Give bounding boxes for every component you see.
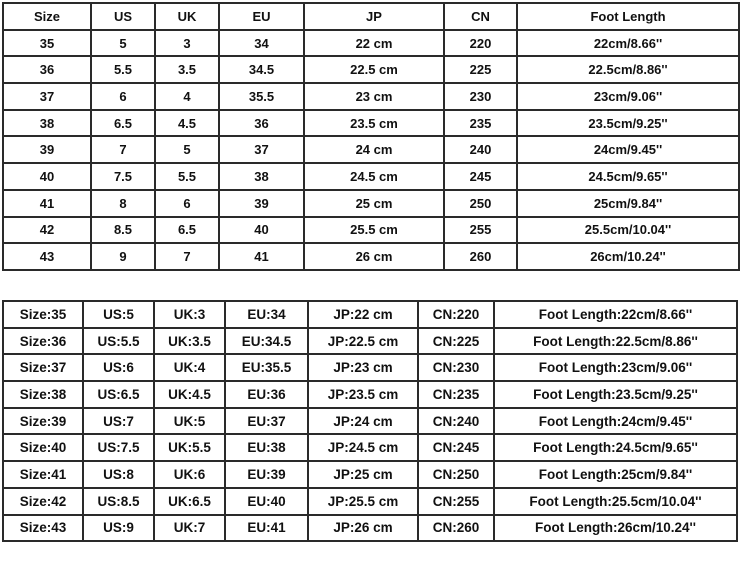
table-cell: UK:7: [154, 515, 225, 542]
table-row: [3, 190, 739, 217]
table-row: [3, 110, 739, 137]
table-row: [3, 30, 739, 57]
column-header: JP: [304, 3, 444, 30]
table-cell: 6: [91, 83, 155, 110]
table-cell: US:6: [83, 354, 154, 381]
table-cell: 37: [3, 83, 91, 110]
table-cell: Size:37: [3, 354, 83, 381]
table-cell: JP:24.5 cm: [308, 434, 418, 461]
table-row: [3, 354, 737, 381]
column-header: US: [91, 3, 155, 30]
table-cell: US:5.5: [83, 328, 154, 355]
size-chart-labeled-table: [2, 300, 738, 542]
column-header: Size: [3, 3, 91, 30]
table-cell: 34: [219, 30, 304, 57]
table-cell: 24.5 cm: [304, 163, 444, 190]
table-cell: CN:260: [418, 515, 494, 542]
table-cell: 4.5: [155, 110, 219, 137]
table-cell: Foot Length:25cm/9.84'': [494, 461, 737, 488]
table-row: [3, 328, 737, 355]
table-cell: UK:4: [154, 354, 225, 381]
table-cell: 240: [444, 136, 517, 163]
table-cell: 23.5cm/9.25'': [517, 110, 739, 137]
table-cell: 36: [3, 56, 91, 83]
table-cell: Size:42: [3, 488, 83, 515]
table-row: [3, 461, 737, 488]
table-cell: 40: [219, 217, 304, 244]
table-cell: CN:230: [418, 354, 494, 381]
table-cell: Foot Length:22cm/8.66'': [494, 301, 737, 328]
table-cell: 225: [444, 56, 517, 83]
table-row: [3, 243, 739, 270]
table-cell: UK:3.5: [154, 328, 225, 355]
table-cell: 26cm/10.24'': [517, 243, 739, 270]
table-cell: UK:3: [154, 301, 225, 328]
table-cell: US:5: [83, 301, 154, 328]
table-cell: EU:38: [225, 434, 308, 461]
table-cell: 7: [155, 243, 219, 270]
table-row: [3, 434, 737, 461]
table-cell: 230: [444, 83, 517, 110]
table-cell: 25 cm: [304, 190, 444, 217]
table-cell: JP:23.5 cm: [308, 381, 418, 408]
table-cell: CN:240: [418, 408, 494, 435]
table-cell: Foot Length:24cm/9.45'': [494, 408, 737, 435]
table-cell: 6: [155, 190, 219, 217]
table-cell: JP:22.5 cm: [308, 328, 418, 355]
table-cell: 23 cm: [304, 83, 444, 110]
column-header: UK: [155, 3, 219, 30]
table-row: [3, 488, 737, 515]
table-cell: 35.5: [219, 83, 304, 110]
table-cell: CN:245: [418, 434, 494, 461]
table-cell: 38: [3, 110, 91, 137]
table-cell: 235: [444, 110, 517, 137]
table-cell: 38: [219, 163, 304, 190]
table-cell: 250: [444, 190, 517, 217]
table-cell: 37: [219, 136, 304, 163]
table-row: [3, 56, 739, 83]
table-cell: 22.5 cm: [304, 56, 444, 83]
table-cell: Size:43: [3, 515, 83, 542]
table-cell: 24cm/9.45'': [517, 136, 739, 163]
table-cell: 7.5: [91, 163, 155, 190]
table-cell: UK:4.5: [154, 381, 225, 408]
table-cell: Size:35: [3, 301, 83, 328]
table-cell: 24.5cm/9.65'': [517, 163, 739, 190]
table-cell: 36: [219, 110, 304, 137]
table-cell: 35: [3, 30, 91, 57]
table-cell: 5: [91, 30, 155, 57]
table-cell: 40: [3, 163, 91, 190]
table-cell: 255: [444, 217, 517, 244]
table-cell: 6.5: [155, 217, 219, 244]
table-header-row: [3, 3, 739, 30]
table-cell: Size:41: [3, 461, 83, 488]
table-cell: US:8.5: [83, 488, 154, 515]
table-cell: Size:39: [3, 408, 83, 435]
table-cell: 41: [3, 190, 91, 217]
table-cell: Size:40: [3, 434, 83, 461]
table-cell: 220: [444, 30, 517, 57]
table-row: [3, 163, 739, 190]
table-cell: Foot Length:26cm/10.24'': [494, 515, 737, 542]
table-cell: JP:23 cm: [308, 354, 418, 381]
table-cell: JP:26 cm: [308, 515, 418, 542]
table-cell: 22.5cm/8.86'': [517, 56, 739, 83]
table-row: [3, 83, 739, 110]
table-cell: CN:235: [418, 381, 494, 408]
table-cell: 3: [155, 30, 219, 57]
table-cell: EU:39: [225, 461, 308, 488]
table-cell: EU:36: [225, 381, 308, 408]
table-cell: 5.5: [155, 163, 219, 190]
table-cell: 23.5 cm: [304, 110, 444, 137]
table-cell: EU:37: [225, 408, 308, 435]
table-cell: US:9: [83, 515, 154, 542]
table-cell: CN:255: [418, 488, 494, 515]
table-cell: 3.5: [155, 56, 219, 83]
table-cell: 22 cm: [304, 30, 444, 57]
table-cell: 245: [444, 163, 517, 190]
table-cell: US:7.5: [83, 434, 154, 461]
table-cell: US:8: [83, 461, 154, 488]
table-cell: 22cm/8.66'': [517, 30, 739, 57]
table-cell: 39: [3, 136, 91, 163]
table-cell: 25.5cm/10.04'': [517, 217, 739, 244]
column-header: Foot Length: [517, 3, 739, 30]
table-cell: 25.5 cm: [304, 217, 444, 244]
table-cell: US:7: [83, 408, 154, 435]
table-cell: UK:5: [154, 408, 225, 435]
table-cell: 34.5: [219, 56, 304, 83]
table-cell: 39: [219, 190, 304, 217]
table-cell: EU:34: [225, 301, 308, 328]
table-cell: JP:25 cm: [308, 461, 418, 488]
table-cell: CN:250: [418, 461, 494, 488]
table-cell: JP:25.5 cm: [308, 488, 418, 515]
table-cell: UK:5.5: [154, 434, 225, 461]
table-cell: 8.5: [91, 217, 155, 244]
table-cell: JP:22 cm: [308, 301, 418, 328]
table-cell: 260: [444, 243, 517, 270]
table-cell: CN:220: [418, 301, 494, 328]
table-cell: 42: [3, 217, 91, 244]
table-cell: 5.5: [91, 56, 155, 83]
table-cell: US:6.5: [83, 381, 154, 408]
table-cell: 6.5: [91, 110, 155, 137]
table-cell: 24 cm: [304, 136, 444, 163]
table-row: [3, 136, 739, 163]
table-cell: 23cm/9.06'': [517, 83, 739, 110]
table-cell: 25cm/9.84'': [517, 190, 739, 217]
table-cell: 9: [91, 243, 155, 270]
column-header: CN: [444, 3, 517, 30]
table-cell: Size:36: [3, 328, 83, 355]
table-cell: UK:6: [154, 461, 225, 488]
table-row: [3, 217, 739, 244]
table-row: [3, 515, 737, 542]
table-cell: EU:34.5: [225, 328, 308, 355]
table-cell: UK:6.5: [154, 488, 225, 515]
table-row: [3, 381, 737, 408]
table-cell: Size:38: [3, 381, 83, 408]
table-cell: Foot Length:25.5cm/10.04'': [494, 488, 737, 515]
table-cell: Foot Length:22.5cm/8.86'': [494, 328, 737, 355]
column-header: EU: [219, 3, 304, 30]
table-cell: 26 cm: [304, 243, 444, 270]
table-row: [3, 408, 737, 435]
table-cell: EU:35.5: [225, 354, 308, 381]
table-cell: Foot Length:23.5cm/9.25'': [494, 381, 737, 408]
table-cell: 41: [219, 243, 304, 270]
table-cell: 8: [91, 190, 155, 217]
table-cell: 4: [155, 83, 219, 110]
table-cell: 5: [155, 136, 219, 163]
table-cell: 43: [3, 243, 91, 270]
table-cell: Foot Length:24.5cm/9.65'': [494, 434, 737, 461]
table-row: [3, 301, 737, 328]
table-cell: EU:40: [225, 488, 308, 515]
table-cell: 7: [91, 136, 155, 163]
table-cell: JP:24 cm: [308, 408, 418, 435]
table-cell: EU:41: [225, 515, 308, 542]
table-cell: CN:225: [418, 328, 494, 355]
table-cell: Foot Length:23cm/9.06'': [494, 354, 737, 381]
size-chart-table: [2, 2, 740, 271]
